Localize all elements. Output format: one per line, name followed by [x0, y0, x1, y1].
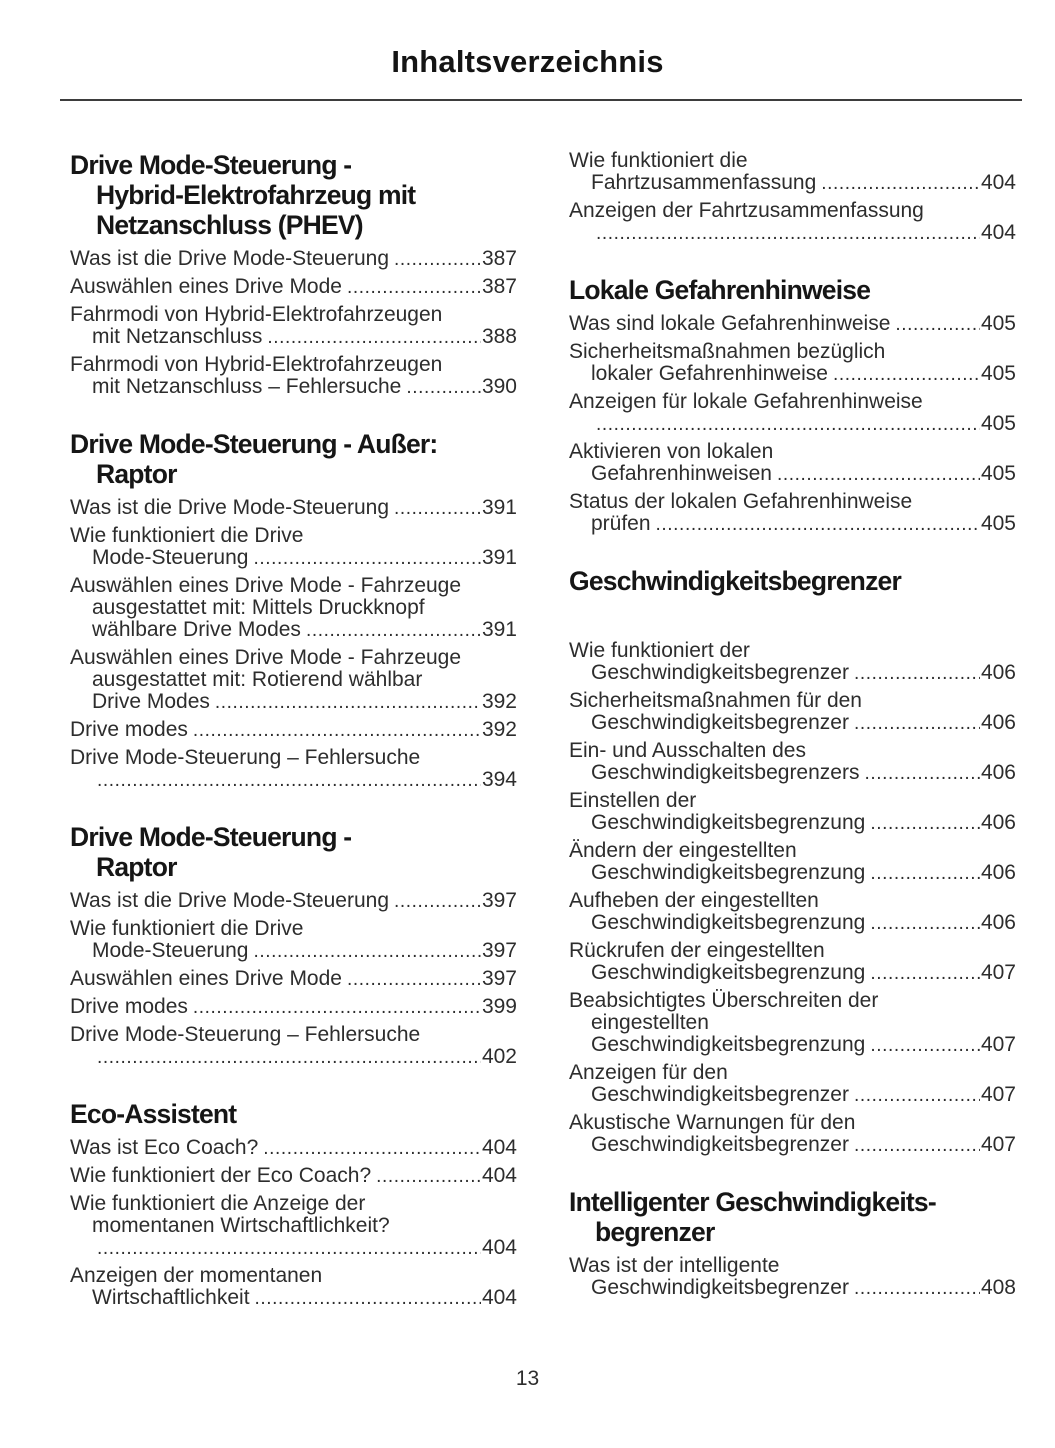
toc-entry [569, 200, 1016, 245]
entry-text: Was ist die Drive Mode-Steuerung [70, 889, 390, 912]
toc-entry-line: Sicherheitsmaßnahmen bezüglich [569, 340, 886, 363]
toc-entry-line: Drive Mode-Steuerung – Fehlersuche [70, 746, 421, 769]
entry-page-number: 399 [481, 995, 517, 1018]
section-heading-line: Netzanschluss (PHEV) [96, 210, 363, 240]
toc-entry-line: Ändern der eingestellten [569, 839, 797, 862]
entry-page-number: 404 [980, 221, 1016, 244]
toc-entry-line [569, 313, 1016, 336]
dot-leader [97, 1237, 481, 1260]
toc-column-right [569, 150, 1016, 1315]
entry-page-number: 406 [980, 711, 1016, 734]
entry-text: Drive modes [70, 995, 188, 1018]
toc-entry-line: Anzeigen für den [569, 1061, 728, 1084]
toc-entry [70, 304, 517, 349]
section-heading-line: Intelligenter Geschwindigkeits- [569, 1187, 936, 1217]
entry-page-number: 404 [481, 1286, 517, 1309]
toc-entry-line [569, 862, 1016, 885]
toc-entry [70, 968, 517, 991]
toc-entry-line [70, 1287, 517, 1310]
toc-entry [569, 990, 1016, 1057]
toc-entry-line [70, 547, 517, 570]
toc-entry [569, 341, 1016, 386]
entry-page-number: 397 [481, 967, 517, 990]
entry-text: lokaler Gefahrenhinweise [591, 362, 828, 385]
entry-page-number: 392 [481, 690, 517, 713]
toc-entry-line [70, 968, 517, 991]
entry-page-number: 407 [980, 1033, 1016, 1056]
toc-entry-line [70, 996, 517, 1019]
toc-entry [70, 1165, 517, 1188]
dot-leader [263, 1137, 481, 1160]
entry-text: Geschwindigkeitsbegrenzer [591, 1083, 849, 1106]
dot-leader [347, 968, 481, 991]
toc-entry-line: Sicherheitsmaßnahmen für den [569, 689, 862, 712]
entry-text: Geschwindigkeitsbegrenzung [591, 861, 866, 884]
dot-leader [864, 762, 979, 785]
toc-entry-line [569, 1134, 1016, 1157]
entry-text: mit Netzanschluss [92, 325, 263, 348]
entry-page-number: 387 [481, 247, 517, 270]
toc-entry-line [569, 363, 1016, 386]
toc-columns [0, 150, 1055, 1315]
toc-entry-line: Wie funktioniert die Drive [70, 917, 304, 940]
toc-entry-line [569, 762, 1016, 785]
section-heading [569, 1187, 1016, 1247]
dot-leader [193, 719, 481, 742]
toc-entry [569, 1062, 1016, 1107]
toc-entry [569, 790, 1016, 835]
entry-page-number: 405 [980, 412, 1016, 435]
dot-leader [854, 1134, 980, 1157]
toc-entry-line: Drive Mode-Steuerung – Fehlersuche [70, 1023, 421, 1046]
entry-page-number: 392 [481, 718, 517, 741]
toc-entry-line: Anzeigen der momentanen [70, 1264, 323, 1287]
toc-entry-line [70, 619, 517, 642]
toc-entry-line: Auswählen eines Drive Mode - Fahrzeuge [70, 646, 462, 669]
toc-entry-line [569, 1084, 1016, 1107]
section-heading [70, 150, 517, 240]
section-heading-line: Drive Mode-Steuerung - [70, 150, 352, 180]
toc-entry-line: Einstellen der [569, 789, 697, 812]
toc-entry [70, 1265, 517, 1310]
toc-entry-line: Auswählen eines Drive Mode - Fahrzeuge [70, 574, 462, 597]
toc-entry [569, 150, 1016, 195]
toc-entry-line: Anzeigen der Fahrtzusammenfassung [569, 199, 924, 222]
toc-entry-line [569, 912, 1016, 935]
toc-entry-line [569, 513, 1016, 536]
section-heading-line: Eco-Assistent [70, 1099, 237, 1129]
dot-leader [854, 662, 980, 685]
entry-page-number: 407 [980, 961, 1016, 984]
toc-entry-line [569, 172, 1016, 195]
section-heading-line: Drive Mode-Steuerung - Außer: [70, 429, 438, 459]
toc-entry [70, 1137, 517, 1160]
toc-entry-line [70, 769, 517, 792]
toc-entry [70, 1193, 517, 1260]
toc-entry [569, 740, 1016, 785]
toc-entry [70, 1024, 517, 1069]
section-heading-line: begrenzer [595, 1217, 715, 1247]
toc-entry [70, 747, 517, 792]
entry-page-number: 407 [980, 1083, 1016, 1106]
toc-entry [569, 313, 1016, 336]
entry-page-number: 404 [481, 1236, 517, 1259]
dot-leader [347, 276, 481, 299]
toc-entry-line [70, 497, 517, 520]
entry-page-number: 406 [980, 811, 1016, 834]
entry-page-number: 406 [980, 911, 1016, 934]
entry-page-number: 388 [481, 325, 517, 348]
entry-text: Geschwindigkeitsbegrenzer [591, 661, 849, 684]
toc-entry-line [70, 276, 517, 299]
toc-entry [70, 996, 517, 1019]
section-heading [70, 1099, 517, 1129]
toc-entry-line: Aktivieren von lokalen [569, 440, 774, 463]
entry-page-number: 391 [481, 618, 517, 641]
dot-leader [215, 691, 481, 714]
entry-text: Was ist die Drive Mode-Steuerung [70, 496, 390, 519]
entry-page-number: 391 [481, 496, 517, 519]
toc-entry [569, 890, 1016, 935]
entry-text: Geschwindigkeitsbegrenzung [591, 811, 866, 834]
dot-leader [870, 962, 980, 985]
entry-text: Drive modes [70, 718, 188, 741]
toc-entry [70, 354, 517, 399]
toc-entry-line [70, 248, 517, 271]
section-heading [70, 822, 517, 882]
dot-leader [253, 547, 481, 570]
dot-leader [854, 712, 980, 735]
toc-entry-line [70, 1237, 517, 1260]
entry-text: Fahrtzusammenfassung [591, 171, 817, 194]
toc-entry-line [569, 222, 1016, 245]
toc-entry-line [70, 376, 517, 399]
toc-entry-line [569, 1277, 1016, 1300]
toc-entry-line [70, 691, 517, 714]
entry-page-number: 404 [481, 1136, 517, 1159]
section-heading [70, 429, 517, 489]
entry-text: Auswählen eines Drive Mode [70, 967, 342, 990]
toc-entry [569, 491, 1016, 536]
entry-text: Auswählen eines Drive Mode [70, 275, 342, 298]
toc-entry-line [569, 1034, 1016, 1057]
toc-entry [569, 1255, 1016, 1300]
toc-entry-line: Ein- und Ausschalten des [569, 739, 806, 762]
toc-entry-line: Wie funktioniert die [569, 149, 748, 172]
entry-text: Drive Modes [92, 690, 210, 713]
section-heading-line: Geschwindigkeitsbegrenzer [569, 566, 901, 596]
footer-page-number: 13 [515, 1367, 540, 1390]
toc-entry-line: Fahrmodi von Hybrid-Elektrofahrzeugen [70, 303, 443, 326]
toc-entry-line: Rückrufen der eingestellten [569, 939, 825, 962]
dot-leader [854, 1084, 980, 1107]
dot-leader [97, 1046, 481, 1069]
toc-entry-line [569, 413, 1016, 436]
entry-text: Was sind lokale Gefahrenhinweise [569, 312, 891, 335]
page-header [0, 0, 1055, 150]
toc-entry [70, 575, 517, 642]
toc-entry-line: Fahrmodi von Hybrid-Elektrofahrzeugen [70, 353, 443, 376]
toc-entry [70, 525, 517, 570]
toc-entry [569, 690, 1016, 735]
dot-leader [821, 172, 980, 195]
toc-entry-line [569, 463, 1016, 486]
section-heading-line: Lokale Gefahrenhinweise [569, 275, 871, 305]
entry-text: Geschwindigkeitsbegrenzung [591, 1033, 866, 1056]
entry-page-number: 402 [481, 1045, 517, 1068]
toc-entry-line [569, 662, 1016, 685]
toc-entry [70, 918, 517, 963]
toc-entry-line: ausgestattet mit: Rotierend wählbar [92, 668, 423, 691]
toc-entry [569, 940, 1016, 985]
entry-text: Geschwindigkeitsbegrenzung [591, 961, 866, 984]
entry-page-number: 406 [980, 861, 1016, 884]
entry-text: Geschwindigkeitsbegrenzers [591, 761, 860, 784]
toc-entry-line [569, 712, 1016, 735]
dot-leader [253, 940, 481, 963]
dot-leader [596, 222, 980, 245]
entry-text: Wie funktioniert der Eco Coach? [70, 1164, 372, 1187]
entry-text: Wirtschaftlichkeit [92, 1286, 250, 1309]
toc-entry-line: eingestellten [591, 1011, 709, 1034]
dot-leader [870, 812, 980, 835]
dot-leader [596, 413, 980, 436]
dot-leader [193, 996, 481, 1019]
dot-leader [306, 619, 481, 642]
toc-entry-line: Akustische Warnungen für den [569, 1111, 856, 1134]
dot-leader [394, 497, 481, 520]
entry-page-number: 406 [980, 761, 1016, 784]
section-heading-line: Raptor [96, 459, 177, 489]
toc-entry-line [70, 1137, 517, 1160]
dot-leader [870, 912, 980, 935]
entry-page-number: 391 [481, 546, 517, 569]
entry-text: Was ist die Drive Mode-Steuerung [70, 247, 390, 270]
toc-entry [569, 640, 1016, 685]
entry-page-number: 406 [980, 661, 1016, 684]
entry-page-number: 404 [481, 1164, 517, 1187]
dot-leader [870, 1034, 980, 1057]
toc-entry [70, 647, 517, 714]
entry-page-number: 394 [481, 768, 517, 791]
toc-entry-line: momentanen Wirtschaftlichkeit? [92, 1214, 390, 1237]
dot-leader [406, 376, 481, 399]
dot-leader [656, 513, 980, 536]
entry-text: Geschwindigkeitsbegrenzer [591, 711, 849, 734]
section-heading-line: Hybrid-Elektrofahrzeug mit [96, 180, 416, 210]
dot-leader [376, 1165, 481, 1188]
toc-entry-line [70, 1046, 517, 1069]
entry-page-number: 397 [481, 939, 517, 962]
entry-text: Geschwindigkeitsbegrenzer [591, 1276, 849, 1299]
entry-text: mit Netzanschluss – Fehlersuche [92, 375, 402, 398]
toc-entry-line: Aufheben der eingestellten [569, 889, 819, 912]
dot-leader [833, 363, 980, 386]
toc-entry-line: Beabsichtigtes Überschreiten der [569, 989, 879, 1012]
toc-entry [569, 1112, 1016, 1157]
entry-text: prüfen [591, 512, 651, 535]
toc-entry-line [70, 326, 517, 349]
dot-leader [777, 463, 980, 486]
entry-text: Was ist Eco Coach? [70, 1136, 259, 1159]
page-title: Inhaltsverzeichnis [391, 44, 664, 79]
toc-entry [70, 890, 517, 913]
entry-page-number: 405 [980, 462, 1016, 485]
toc-entry-line: Wie funktioniert die Anzeige der [70, 1192, 366, 1215]
toc-entry [70, 497, 517, 520]
toc-entry-line: Wie funktioniert die Drive [70, 524, 304, 547]
toc-entry-line: Was ist der intelligente [569, 1254, 780, 1277]
section-heading-line: Raptor [96, 852, 177, 882]
title-divider [60, 99, 1022, 101]
toc-entry [70, 276, 517, 299]
toc-entry-line [70, 719, 517, 742]
entry-page-number: 404 [980, 171, 1016, 194]
toc-entry-line [569, 962, 1016, 985]
dot-leader [854, 1277, 980, 1300]
entry-text: Geschwindigkeitsbegrenzung [591, 911, 866, 934]
dot-leader [394, 890, 481, 913]
toc-entry-line: Anzeigen für lokale Gefahrenhinweise [569, 390, 923, 413]
entry-text: Geschwindigkeitsbegrenzer [591, 1133, 849, 1156]
toc-entry-line: ausgestattet mit: Mittels Druckknopf [92, 596, 425, 619]
toc-entry-line [70, 1165, 517, 1188]
section-heading [569, 566, 1016, 596]
dot-leader [895, 313, 980, 336]
dot-leader [267, 326, 481, 349]
entry-page-number: 397 [481, 889, 517, 912]
dot-leader [394, 248, 481, 271]
entry-page-number: 405 [980, 312, 1016, 335]
toc-entry-line [70, 940, 517, 963]
toc-entry [70, 719, 517, 742]
entry-page-number: 407 [980, 1133, 1016, 1156]
dot-leader [97, 769, 481, 792]
section-heading-line: Drive Mode-Steuerung - [70, 822, 352, 852]
toc-entry-line [70, 890, 517, 913]
entry-page-number: 408 [980, 1276, 1016, 1299]
section-heading [569, 275, 1016, 305]
toc-entry-line [569, 812, 1016, 835]
entry-text: Gefahrenhinweisen [591, 462, 772, 485]
entry-text: Mode-Steuerung [92, 939, 249, 962]
entry-page-number: 405 [980, 512, 1016, 535]
dot-leader [255, 1287, 481, 1310]
dot-leader [870, 862, 980, 885]
entry-page-number: 405 [980, 362, 1016, 385]
toc-entry-line: Status der lokalen Gefahrenhinweise [569, 490, 913, 513]
toc-entry [569, 391, 1016, 436]
entry-text: Mode-Steuerung [92, 546, 249, 569]
entry-page-number: 387 [481, 275, 517, 298]
entry-text: wählbare Drive Modes [92, 618, 301, 641]
entry-page-number: 390 [481, 375, 517, 398]
toc-column-left [70, 150, 517, 1315]
toc-entry [569, 441, 1016, 486]
toc-entry-line: Wie funktioniert der [569, 639, 750, 662]
toc-entry [569, 840, 1016, 885]
toc-entry [70, 248, 517, 271]
